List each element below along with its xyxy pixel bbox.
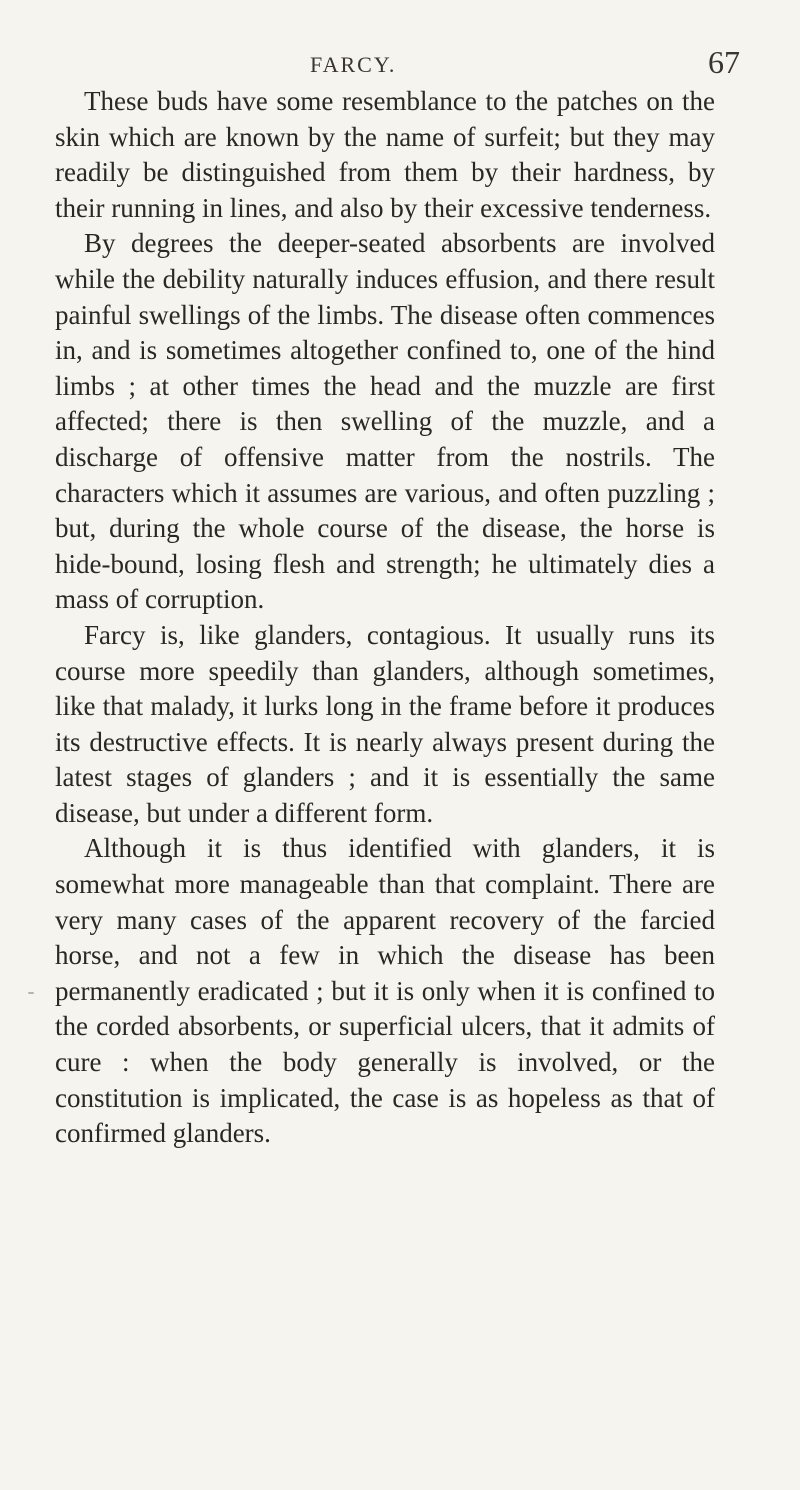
page-number: 67 xyxy=(708,44,740,80)
body-text xyxy=(55,84,715,1152)
paragraph: Although it is thus identified with glanders, it is somewhat more manageable than that complaint. There are very many cases of the apparent recovery of the farcied horse, and not a few in which the disease has been permanently eradicated ; but it is only when it is confined to the corded absorbents, or superficial ulcers, that it admits of cure : when the body generally is involved, or the constitution is implicated, the case is as hopeless as that of confirmed glanders. xyxy=(55,833,715,1149)
paragraph: By degrees the deeper-seated absorbents are involved while the debility naturally induces effusion, and there result painful swellings of the limbs. The disease often commences in, and is sometimes altogether confined to, one of the hind limbs ; at other times the head and the muzzle are first affected; there is then swelling of the muzzle, and a discharge of offensive matter from the nostrils. The characters which it assumes are various, and often puzzling ; but, during the whole course of the disease, the horse is hide-bound, losing flesh and strength; he ultimately dies a mass of corruption. xyxy=(55,228,715,615)
paper-speck xyxy=(28,992,34,994)
paragraph: These buds have some resemblance to the patches on the skin which are known by the name of surfeit; but they may readily be distinguished from them by their hardness, by their running in lines, and also by their excessive tenderness. xyxy=(55,86,715,223)
running-title: FARCY. xyxy=(310,52,397,77)
paragraph: Farcy is, like glanders, contagious. It usually runs its course more speedily than glanders, although sometimes, like that malady, it lurks long in the frame before it produces its destructive effects. It is nearly always present during the latest stages of glanders ; and it is essentially the same disease, but under a different form. xyxy=(55,619,715,828)
